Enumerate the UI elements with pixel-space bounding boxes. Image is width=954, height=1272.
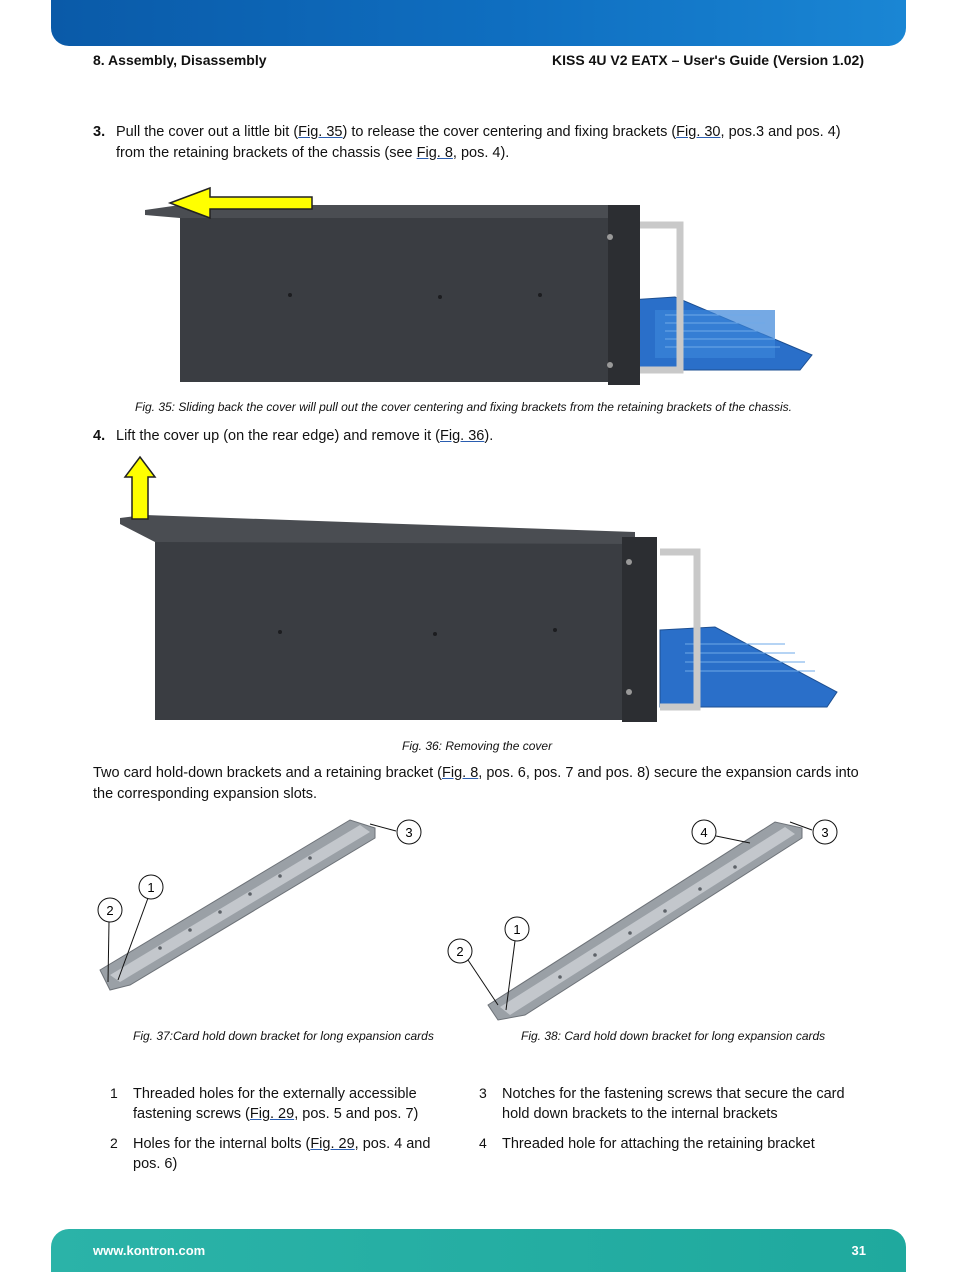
fig-30-link[interactable]: Fig. 30 — [676, 124, 721, 140]
page-number: 31 — [851, 1243, 866, 1258]
step-4-number: 4. — [93, 428, 106, 444]
step-3-text: Pull the cover out a little bit (Fig. 35) to release the cover centering and fixing brackets (Fig. 30, pos.3 and pos. 4) from the retaining brackets of the chassis (see Fig. 8, pos. 4). — [116, 124, 841, 161]
svg-text:3: 3 — [821, 825, 829, 840]
fig-29-link-1[interactable]: Fig. 29 — [249, 1106, 295, 1122]
fig-35-chassis-image — [140, 185, 820, 390]
fig-35-caption: Fig. 35: Sliding back the cover will pull out the cover centering and fixing brackets from the retaining brackets of the chassis. — [135, 400, 792, 414]
fig-36-chassis-image — [115, 452, 840, 732]
section-title: 8. Assembly, Disassembly — [93, 52, 267, 68]
legend-3-number: 3 — [479, 1085, 487, 1101]
fig-36-caption: Fig. 36: Removing the cover — [402, 739, 553, 753]
legend-2-text: Holes for the internal bolts (Fig. 29, pos. 4 and pos. 6) — [133, 1136, 431, 1172]
svg-text:2: 2 — [456, 944, 464, 959]
fig-38-bracket-image — [440, 810, 850, 1025]
svg-text:4: 4 — [700, 825, 708, 840]
fig-36-link[interactable]: Fig. 36 — [440, 428, 485, 444]
header-band — [51, 0, 906, 46]
svg-text:3: 3 — [405, 825, 413, 840]
document-title: KISS 4U V2 EATX – User's Guide (Version 1.02) — [552, 52, 864, 68]
legend-4-number: 4 — [479, 1135, 487, 1151]
svg-text:1: 1 — [513, 922, 521, 937]
fig-29-link-2[interactable]: Fig. 29 — [310, 1136, 355, 1152]
fig-37-caption: Fig. 37:Card hold down bracket for long expansion cards — [133, 1029, 434, 1043]
step-3-number: 3. — [93, 124, 106, 140]
step-4-text: Lift the cover up (on the rear edge) and remove it (Fig. 36). — [116, 428, 494, 444]
fig-37-bracket-image — [90, 810, 435, 1000]
fig-35-link[interactable]: Fig. 35 — [298, 124, 343, 140]
fig-38-caption: Fig. 38: Card hold down bracket for long expansion cards — [521, 1029, 826, 1043]
svg-text:1: 1 — [147, 880, 155, 895]
legend-1-number: 1 — [110, 1085, 118, 1101]
svg-text:2: 2 — [106, 903, 114, 918]
legend-3-text: Notches for the fastening screws that secure the card hold down brackets to the internal brackets — [502, 1086, 845, 1122]
fig-8-link-2[interactable]: Fig. 8 — [442, 765, 479, 781]
intro-paragraph: Two card hold-down brackets and a retaining bracket (Fig. 8, pos. 6, pos. 7 and pos. 8) secure the expansion cards into the corresponding expansion slots. — [93, 765, 859, 802]
legend-1-text: Threaded holes for the externally accessible fastening screws (Fig. 29, pos. 5 and pos. 7) — [133, 1086, 419, 1122]
legend-4-text: Threaded hole for attaching the retaining bracket — [502, 1136, 815, 1152]
footer-url[interactable]: www.kontron.com — [93, 1243, 206, 1258]
fig-8-link[interactable]: Fig. 8 — [416, 145, 453, 161]
legend-2-number: 2 — [110, 1135, 118, 1151]
